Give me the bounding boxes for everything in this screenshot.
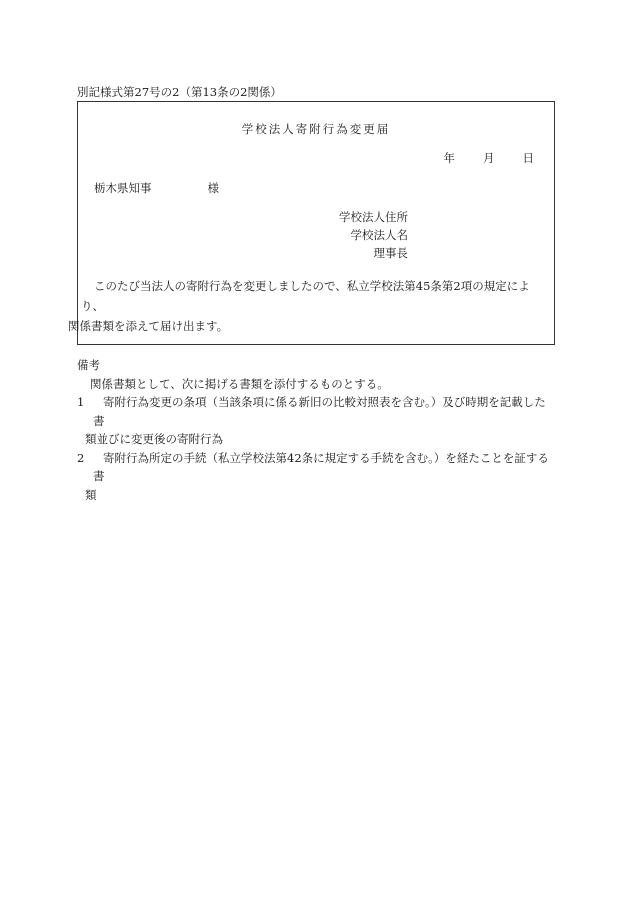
applicant-name-label: 学校法人名	[350, 228, 408, 242]
remarks-item-line-1: 寄附行為変更の条項（当該条項に係る新旧の比較対照表を含む。）及び時期を記載した書	[93, 395, 546, 428]
date-line	[444, 150, 535, 166]
addressee-line	[94, 180, 219, 196]
applicant-chair-label: 理事長	[373, 246, 408, 260]
body-line-1: このたび当法人の寄附行為を変更しましたので、私立学校法第45条第2項の規定により、	[81, 279, 530, 313]
body-line-2: 関係書類を添えて届け出ます。	[68, 319, 229, 333]
date-year-label: 年	[443, 151, 455, 165]
form-number-label: 別記様式第27号の2（第13条の2関係）	[77, 85, 282, 99]
form-title: 学校法人寄附行為変更届	[241, 122, 391, 136]
remarks-item-line-1: 寄附行為所定の手続（私立学校法第42条に規定する手続を含む。）を経たことを証する書	[93, 450, 549, 483]
remarks-section	[77, 356, 557, 504]
remarks-intro: 関係書類として、次に掲げる書類を添付するものとする。	[90, 376, 389, 391]
remarks-item-line-2: 類並びに変更後の寄附行為	[85, 432, 223, 446]
applicant-block	[339, 208, 408, 262]
remarks-item-number: 1	[77, 395, 85, 409]
remarks-item-number: 2	[77, 450, 85, 465]
date-month-label: 月	[483, 151, 495, 165]
remarks-heading: 備考	[77, 358, 100, 372]
remarks-item	[77, 393, 557, 449]
addressee-honorific: 様	[207, 181, 219, 195]
remarks-item-line-2: 類	[85, 487, 97, 502]
notification-form-frame	[68, 101, 555, 345]
date-day-label: 日	[522, 151, 534, 165]
remarks-item	[77, 449, 557, 505]
notification-body	[68, 276, 546, 336]
addressee-name: 栃木県知事	[94, 181, 152, 195]
applicant-address-label: 学校法人住所	[339, 210, 408, 224]
